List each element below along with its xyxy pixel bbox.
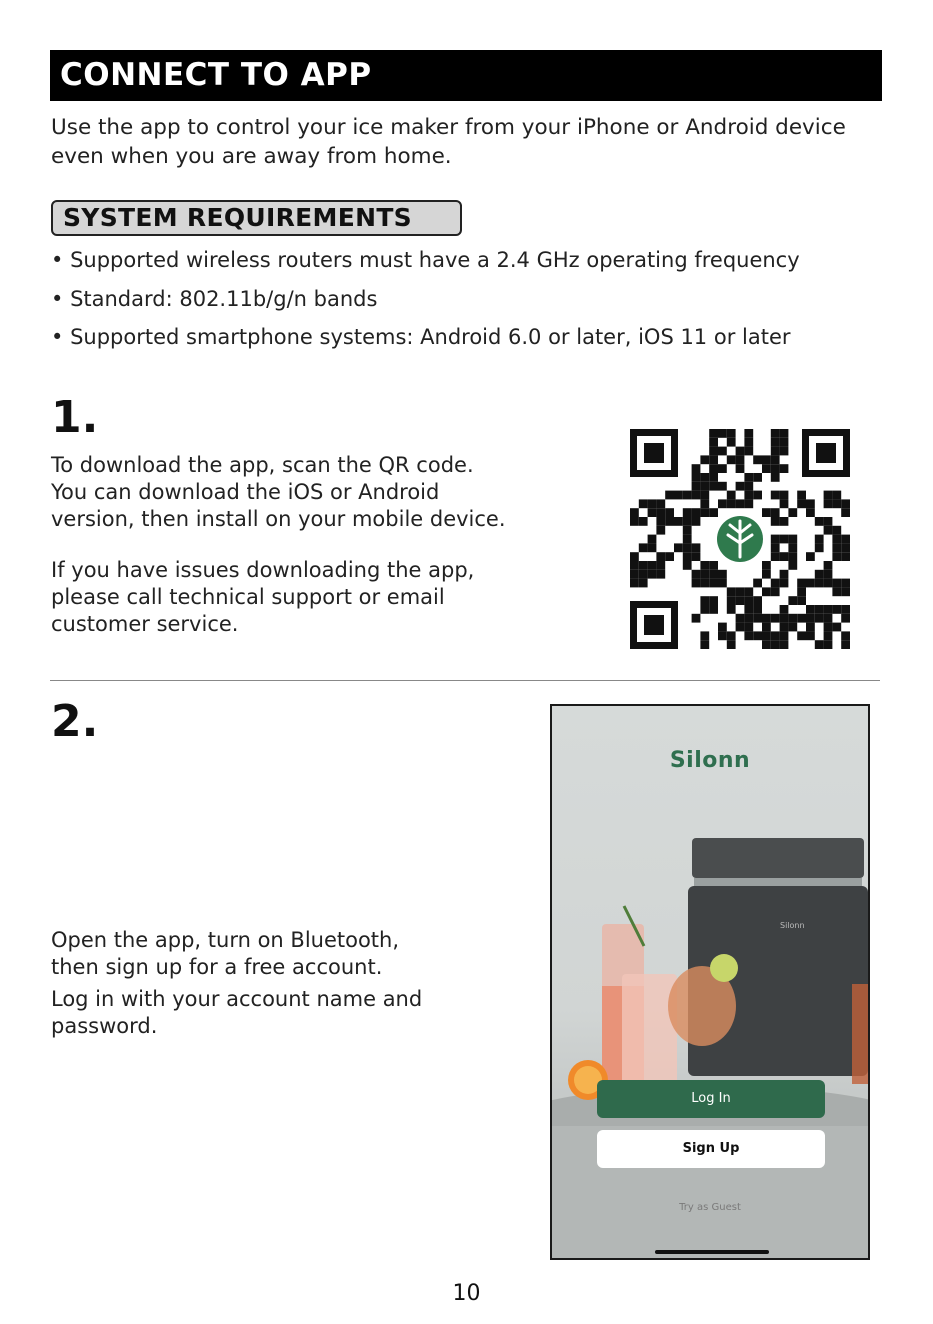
qr-module [762, 623, 771, 632]
step-1-line: version, then install on your mobile device. [51, 507, 506, 531]
qr-module [692, 614, 701, 623]
qr-module [736, 596, 745, 605]
qr-module [815, 570, 824, 579]
qr-module [727, 605, 736, 614]
qr-module [832, 543, 841, 552]
qr-module [824, 570, 833, 579]
qr-module [832, 499, 841, 508]
qr-module [727, 438, 736, 447]
qr-module [648, 543, 657, 552]
intro-text: Use the app to control your ice maker from your iPhone or Android device even when you are away from home. [51, 115, 846, 169]
qr-module [700, 508, 709, 517]
qr-module [788, 596, 797, 605]
signup-button[interactable]: Sign Up [597, 1130, 825, 1168]
qr-module [692, 543, 701, 552]
qr-module [656, 508, 665, 517]
phone-screenshot [550, 704, 870, 1260]
qr-module [780, 499, 789, 508]
qr-module [639, 579, 648, 588]
system-requirements-heading: SYSTEM REQUIREMENTS [51, 200, 462, 236]
qr-module [656, 517, 665, 526]
qr-module [771, 438, 780, 447]
qr-module [841, 543, 850, 552]
qr-module [727, 587, 736, 596]
qr-module [832, 623, 841, 632]
qr-module [665, 517, 674, 526]
qr-module [744, 605, 753, 614]
qr-module [674, 517, 683, 526]
qr-module [692, 508, 701, 517]
qr-module [656, 552, 665, 561]
qr-module [824, 640, 833, 649]
qr-module [841, 605, 850, 614]
qr-module [806, 579, 815, 588]
qr-module [683, 535, 692, 544]
qr-module [771, 464, 780, 473]
step-2-number: 2. [51, 696, 99, 747]
qr-module [780, 570, 789, 579]
qr-module [648, 499, 657, 508]
qr-module [744, 491, 753, 500]
qr-module [806, 614, 815, 623]
qr-module [692, 579, 701, 588]
qr-module [780, 552, 789, 561]
qr-module [630, 579, 639, 588]
qr-module [727, 499, 736, 508]
qr-module [700, 491, 709, 500]
qr-module [824, 517, 833, 526]
qr-module [648, 535, 657, 544]
qr-module [771, 517, 780, 526]
qr-module [771, 473, 780, 482]
qr-module [736, 623, 745, 632]
home-indicator [655, 1250, 769, 1254]
qr-module [762, 587, 771, 596]
qr-module [841, 640, 850, 649]
qr-module [824, 605, 833, 614]
qr-module [709, 508, 718, 517]
qr-module [700, 482, 709, 491]
qr-module [727, 631, 736, 640]
qr-module [832, 552, 841, 561]
qr-module [709, 570, 718, 579]
qr-module [815, 605, 824, 614]
qr-module [815, 543, 824, 552]
qr-module [771, 587, 780, 596]
step-2-login-text [51, 986, 422, 1040]
qr-module [700, 596, 709, 605]
qr-module [718, 447, 727, 456]
qr-module [824, 499, 833, 508]
qr-module [788, 561, 797, 570]
qr-module [727, 596, 736, 605]
qr-module [788, 623, 797, 632]
qr-module [815, 517, 824, 526]
qr-module [639, 499, 648, 508]
qr-module [832, 535, 841, 544]
qr-module [832, 526, 841, 535]
qr-module [771, 543, 780, 552]
qr-module [753, 455, 762, 464]
qr-module [665, 552, 674, 561]
qr-module [824, 631, 833, 640]
qr-module [753, 473, 762, 482]
qr-module [771, 552, 780, 561]
qr-module [700, 631, 709, 640]
qr-module [815, 640, 824, 649]
qr-module [824, 614, 833, 623]
qr-module [692, 473, 701, 482]
qr-module [709, 455, 718, 464]
qr-module [788, 508, 797, 517]
qr-module [780, 517, 789, 526]
step-2-line: Log in with your account name and [51, 987, 423, 1011]
qr-module [841, 579, 850, 588]
qr-module [788, 543, 797, 552]
qr-module [718, 429, 727, 438]
qr-module [709, 579, 718, 588]
qr-module [780, 464, 789, 473]
qr-module [709, 464, 718, 473]
qr-module [744, 447, 753, 456]
step-1-number: 1. [51, 392, 99, 443]
ice-maker-photo [552, 706, 868, 1258]
qr-module [630, 570, 639, 579]
qr-module [736, 482, 745, 491]
qr-module [762, 614, 771, 623]
qr-module [832, 579, 841, 588]
qr-module [824, 579, 833, 588]
qr-module [771, 579, 780, 588]
qr-module [718, 570, 727, 579]
qr-module [718, 464, 727, 473]
qr-module [780, 447, 789, 456]
qr-module [700, 473, 709, 482]
qr-module [744, 614, 753, 623]
qr-module [674, 491, 683, 500]
qr-module [824, 561, 833, 570]
qr-module [780, 438, 789, 447]
qr-module [736, 464, 745, 473]
qr-module [665, 508, 674, 517]
qr-module [727, 640, 736, 649]
qr-module [824, 623, 833, 632]
login-button[interactable]: Log In [597, 1080, 825, 1118]
qr-module [806, 499, 815, 508]
qr-module [744, 631, 753, 640]
step-1-line: You can download the iOS or Android [51, 480, 440, 504]
qr-module [744, 473, 753, 482]
qr-module [709, 482, 718, 491]
qr-module [683, 543, 692, 552]
qr-module [709, 447, 718, 456]
qr-module [771, 631, 780, 640]
qr-module [656, 499, 665, 508]
requirements-list [51, 246, 911, 362]
qr-module [806, 605, 815, 614]
qr-module [753, 596, 762, 605]
svg-text:Silonn: Silonn [780, 921, 805, 930]
qr-module [744, 596, 753, 605]
qr-module [718, 499, 727, 508]
qr-module [683, 561, 692, 570]
qr-module [727, 491, 736, 500]
qr-module [692, 482, 701, 491]
qr-module [780, 631, 789, 640]
qr-module [665, 491, 674, 500]
qr-module [630, 508, 639, 517]
qr-module [753, 605, 762, 614]
qr-module [700, 640, 709, 649]
requirement-item: • Supported wireless routers must have a 2.4 GHz operating frequency [51, 246, 911, 285]
qr-module [744, 587, 753, 596]
qr-module [806, 508, 815, 517]
qr-module [771, 447, 780, 456]
qr-module [718, 631, 727, 640]
qr-module [797, 596, 806, 605]
qr-module [841, 587, 850, 596]
qr-module [762, 561, 771, 570]
section-divider [50, 680, 880, 681]
qr-module [736, 587, 745, 596]
qr-module [815, 535, 824, 544]
qr-module [797, 587, 806, 596]
qr-module [841, 631, 850, 640]
step-1-line: If you have issues downloading the app, [51, 558, 475, 582]
qr-module [709, 438, 718, 447]
qr-module [700, 579, 709, 588]
qr-module [780, 579, 789, 588]
qr-module [753, 579, 762, 588]
qr-module [797, 614, 806, 623]
qr-module [709, 429, 718, 438]
qr-module [771, 455, 780, 464]
qr-module [771, 640, 780, 649]
qr-module [841, 508, 850, 517]
qr-module [797, 631, 806, 640]
qr-module [648, 508, 657, 517]
qr-module [709, 473, 718, 482]
qr-module [683, 491, 692, 500]
qr-module [683, 526, 692, 535]
qr-module [692, 491, 701, 500]
qr-module [700, 455, 709, 464]
qr-module [709, 561, 718, 570]
qr-module [736, 614, 745, 623]
step-2-text [51, 927, 399, 981]
qr-module [639, 517, 648, 526]
qr-module [692, 517, 701, 526]
qr-module [630, 561, 639, 570]
qr-module [709, 605, 718, 614]
qr-module [744, 429, 753, 438]
qr-module [797, 499, 806, 508]
qr-module [806, 552, 815, 561]
qr-module [744, 499, 753, 508]
step-1-line: please call technical support or email [51, 585, 445, 609]
qr-module [630, 517, 639, 526]
qr-module [771, 508, 780, 517]
qr-module [718, 579, 727, 588]
qr-module [736, 455, 745, 464]
qr-module [656, 526, 665, 535]
qr-module [832, 587, 841, 596]
qr-module [700, 499, 709, 508]
qr-module [744, 438, 753, 447]
qr-module [815, 579, 824, 588]
qr-module [788, 614, 797, 623]
step-2-line: Open the app, turn on Bluetooth, [51, 928, 400, 952]
qr-module [806, 623, 815, 632]
qr-module [841, 614, 850, 623]
step-1-support-text [51, 557, 474, 638]
qr-module [692, 552, 701, 561]
step-2-line: password. [51, 1014, 158, 1038]
qr-module [718, 482, 727, 491]
page-title: CONNECT TO APP [50, 50, 882, 101]
qr-module [700, 561, 709, 570]
page-number: 10 [452, 1281, 481, 1306]
qr-module [727, 455, 736, 464]
step-1-line: To download the app, scan the QR code. [51, 453, 474, 477]
qr-module [771, 429, 780, 438]
qr-module [788, 552, 797, 561]
qr-module [648, 570, 657, 579]
requirement-item: • Standard: 802.11b/g/n bands [51, 285, 911, 324]
step-2-line: then sign up for a free account. [51, 955, 383, 979]
qr-module [797, 491, 806, 500]
qr-module [771, 491, 780, 500]
qr-module [780, 605, 789, 614]
qr-module [674, 543, 683, 552]
qr-module [648, 561, 657, 570]
qr-module [709, 596, 718, 605]
qr-module [753, 631, 762, 640]
qr-module [797, 579, 806, 588]
qr-module [736, 499, 745, 508]
brand-logo: Silonn [669, 748, 751, 773]
qr-module [780, 640, 789, 649]
qr-module [762, 508, 771, 517]
qr-module [700, 605, 709, 614]
try-as-guest-link[interactable]: Try as Guest [679, 1202, 741, 1213]
qr-module [753, 614, 762, 623]
qr-module [736, 447, 745, 456]
qr-module [692, 570, 701, 579]
qr-module [683, 517, 692, 526]
qr-code-icon [630, 429, 850, 649]
qr-module [841, 499, 850, 508]
qr-module [762, 570, 771, 579]
qr-module [841, 552, 850, 561]
qr-module [639, 543, 648, 552]
qr-module [841, 535, 850, 544]
qr-module [780, 429, 789, 438]
qr-module [762, 631, 771, 640]
step-1-text [51, 452, 506, 533]
qr-module [683, 552, 692, 561]
qr-module [780, 623, 789, 632]
qr-module [700, 570, 709, 579]
qr-module [780, 535, 789, 544]
qr-module [824, 526, 833, 535]
qr-module [762, 640, 771, 649]
step-1-line: customer service. [51, 612, 239, 636]
qr-module [639, 561, 648, 570]
qr-module [718, 623, 727, 632]
qr-module [824, 491, 833, 500]
qr-module [780, 614, 789, 623]
qr-module [762, 464, 771, 473]
qr-module [832, 605, 841, 614]
qr-module [771, 535, 780, 544]
qr-module [771, 614, 780, 623]
qr-module [656, 570, 665, 579]
qr-module [832, 491, 841, 500]
qr-module [788, 535, 797, 544]
qr-module [815, 614, 824, 623]
qr-module [806, 631, 815, 640]
qr-module [744, 482, 753, 491]
qr-module [683, 508, 692, 517]
requirement-item: • Supported smartphone systems: Android 6.0 or later, iOS 11 or later [51, 323, 911, 362]
qr-module [639, 570, 648, 579]
qr-module [744, 623, 753, 632]
qr-module [762, 455, 771, 464]
qr-module [692, 464, 701, 473]
qr-module [630, 552, 639, 561]
qr-module [656, 561, 665, 570]
qr-module [727, 429, 736, 438]
qr-module [780, 491, 789, 500]
qr-module [753, 491, 762, 500]
